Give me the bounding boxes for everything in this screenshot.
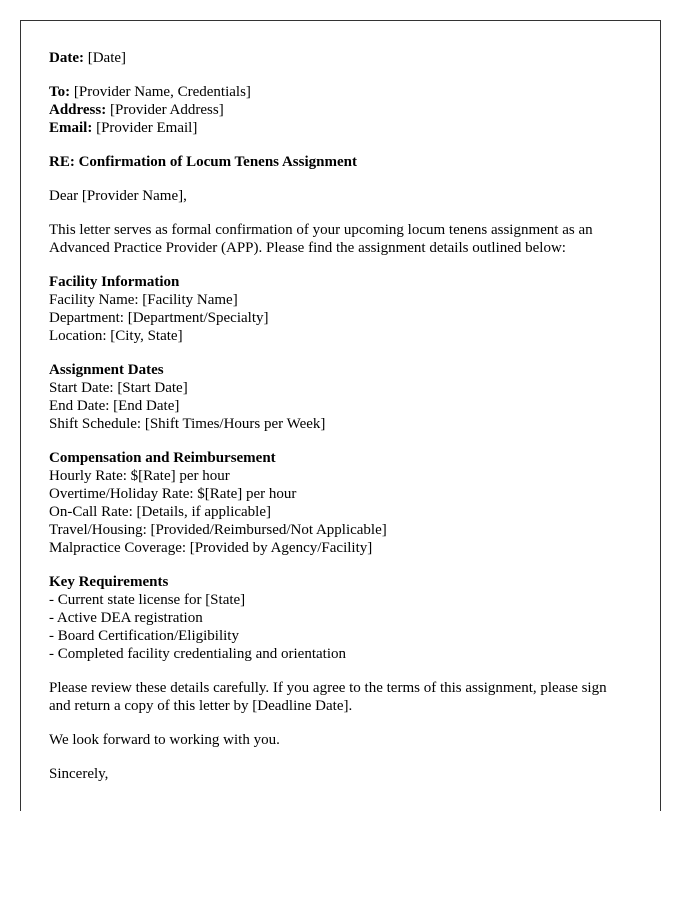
address-line	[49, 101, 660, 119]
section-key-requirements	[49, 573, 660, 663]
section-title: Facility Information	[49, 274, 180, 290]
letter-page	[20, 20, 661, 811]
to-line	[49, 83, 660, 101]
section-line: - Current state license for [State]	[49, 592, 246, 608]
section-line: Overtime/Holiday Rate: $[Rate] per hour	[49, 486, 297, 502]
date-value: [Date]	[87, 50, 127, 66]
date-line	[49, 49, 660, 67]
section-facility-information	[49, 273, 660, 345]
email-label: Email:	[49, 120, 93, 136]
section-line: - Completed facility credentialing and orientation	[49, 646, 346, 662]
intro-paragraph: This letter serves as formal confirmation of your upcoming locum tenens assignment as an Advanced Practice Provider (APP). Please find the assignment details outlined below:	[49, 222, 593, 256]
section-line: Facility Name: [Facility Name]	[49, 292, 238, 308]
section-line: Location: [City, State]	[49, 328, 183, 344]
section-line: Hourly Rate: $[Rate] per hour	[49, 468, 230, 484]
section-line: Travel/Housing: [Provided/Reimbursed/Not Applicable]	[49, 522, 387, 538]
subject-text: RE: Confirmation of Locum Tenens Assignment	[49, 154, 357, 170]
date-label: Date:	[49, 50, 84, 66]
section-line: Malpractice Coverage: [Provided by Agency/Facility]	[49, 540, 373, 556]
email-value: [Provider Email]	[96, 120, 198, 136]
section-title: Key Requirements	[49, 574, 169, 590]
section-line: On-Call Rate: [Details, if applicable]	[49, 504, 272, 520]
section-line: - Board Certification/Eligibility	[49, 628, 239, 644]
section-line: Department: [Department/Specialty]	[49, 310, 269, 326]
section-title: Assignment Dates	[49, 362, 164, 378]
review-paragraph: Please review these details carefully. If you agree to the terms of this assignment, please sign and return a copy of this letter by [Deadline Date].	[49, 680, 607, 714]
section-assignment-dates	[49, 361, 660, 433]
section-line: End Date: [End Date]	[49, 398, 180, 414]
salutation: Dear [Provider Name],	[49, 188, 187, 204]
recipient-block	[49, 83, 660, 137]
signoff: Sincerely,	[49, 766, 109, 782]
subject-line	[49, 153, 660, 171]
closing-line: We look forward to working with you.	[49, 732, 280, 748]
section-line: - Active DEA registration	[49, 610, 203, 626]
section-line: Start Date: [Start Date]	[49, 380, 188, 396]
section-line: Shift Schedule: [Shift Times/Hours per Week]	[49, 416, 326, 432]
to-value: [Provider Name, Credentials]	[73, 84, 251, 100]
address-value: [Provider Address]	[109, 102, 224, 118]
to-label: To:	[49, 84, 71, 100]
sections	[49, 273, 660, 663]
section-compensation-and-reimbursement	[49, 449, 660, 557]
section-title: Compensation and Reimbursement	[49, 450, 276, 466]
email-line	[49, 119, 660, 137]
address-label: Address:	[49, 102, 107, 118]
